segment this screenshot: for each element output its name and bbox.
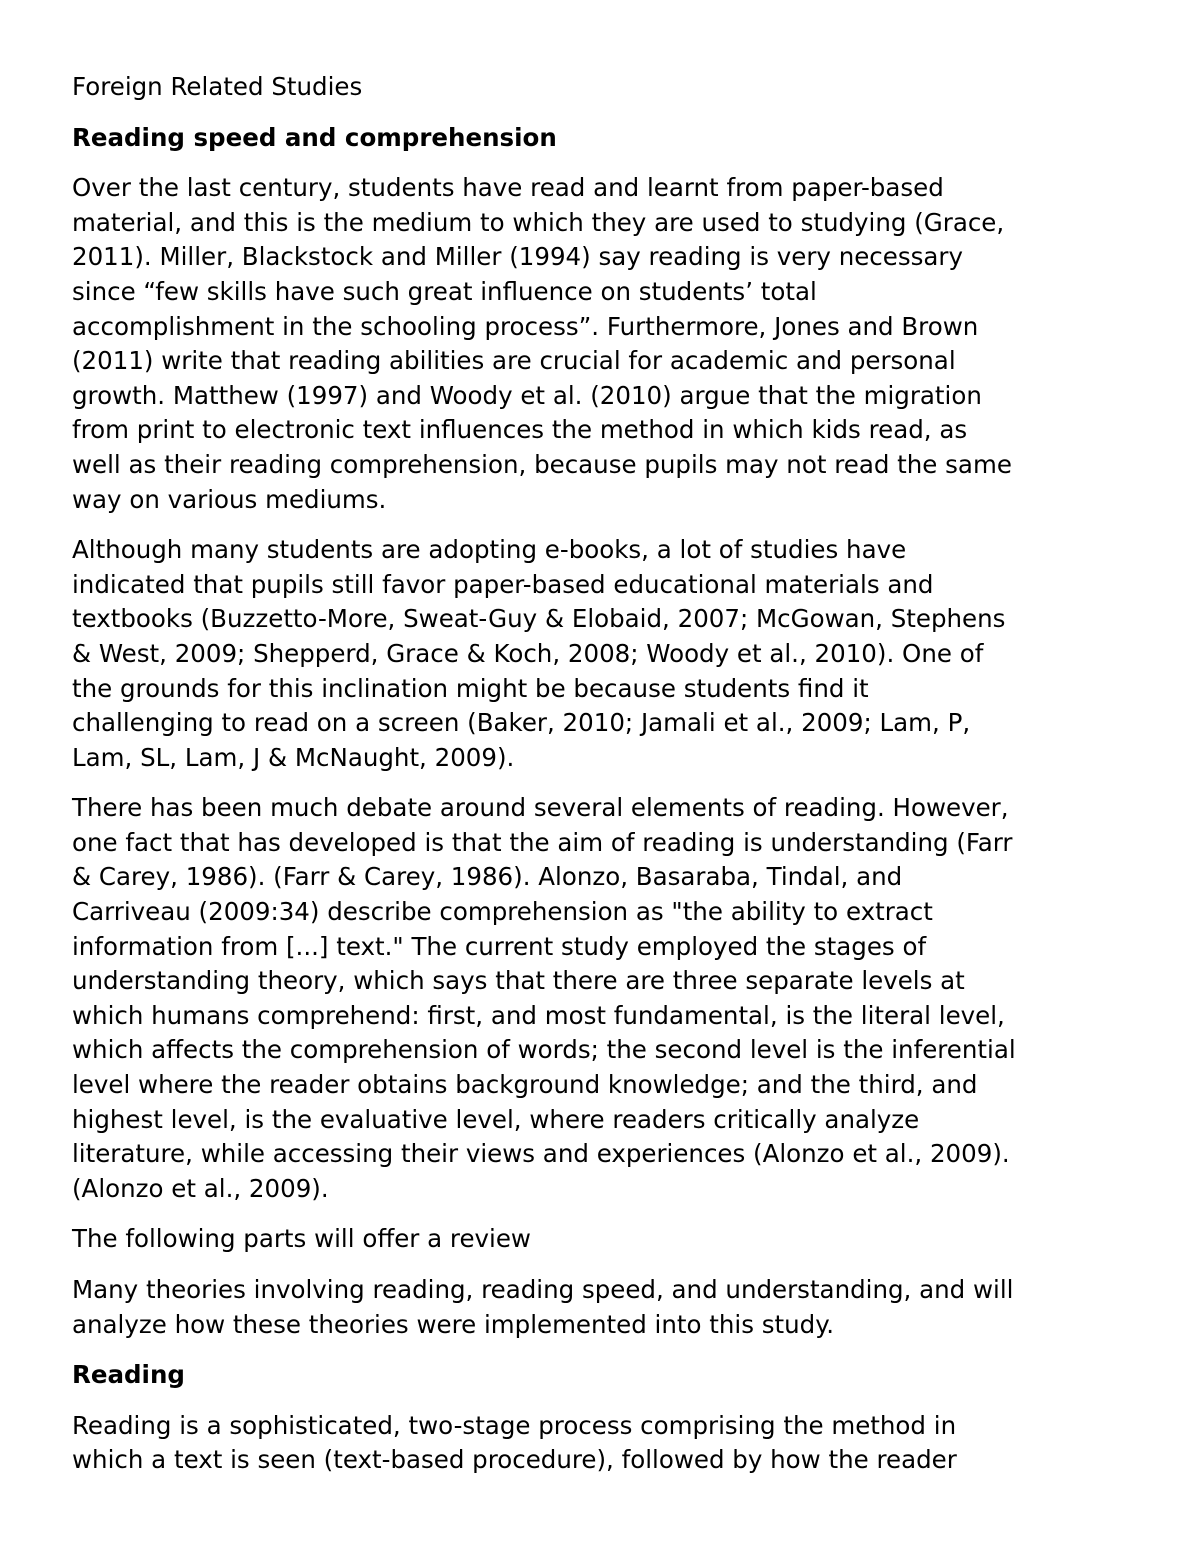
paragraph-4	[72, 1222, 1134, 1257]
text-line: & West, 2009; Shepperd, Grace & Koch, 2008; Woody et al., 2010). One of	[72, 638, 984, 668]
text-line: which affects the comprehension of words; the second level is the inferential	[72, 1035, 1016, 1065]
paragraph-final	[72, 1409, 1134, 1478]
text-line: & Carey, 1986). (Farr & Carey, 1986). Alonzo, Basaraba, Tindal, and	[72, 862, 903, 892]
paragraph-1	[72, 171, 1134, 517]
text-line: 2011). Miller, Blackstock and Miller (1994) say reading is very necessary	[72, 242, 963, 272]
text-line: indicated that pupils still favor paper-based educational materials and	[72, 569, 934, 599]
text-line: well as their reading comprehension, because pupils may not read the same	[72, 449, 1012, 479]
text-line: There has been much debate around several elements of reading. However,	[72, 793, 1009, 823]
text-line: textbooks (Buzzetto-More, Sweat-Guy & Elobaid, 2007; McGowan, Stephens	[72, 604, 1006, 634]
text-line: the grounds for this inclination might be because students find it	[72, 673, 869, 703]
text-line: one fact that has developed is that the aim of reading is understanding (Farr	[72, 827, 1013, 857]
text-line: Many theories involving reading, reading speed, and understanding, and will	[72, 1275, 1014, 1304]
text-line: Carriveau (2009:34) describe comprehension as "the ability to extract	[72, 897, 933, 927]
text-line: Over the last century, students have read and learnt from paper-based	[72, 173, 944, 203]
text-line: growth. Matthew (1997) and Woody et al. (2010) argue that the migration	[72, 380, 982, 410]
text-line: which a text is seen (text-based procedure), followed by how the reader	[72, 1445, 957, 1475]
text-line: level where the reader obtains background knowledge; and the third, and	[72, 1070, 978, 1100]
text-line: (Alonzo et al., 2009).	[72, 1173, 329, 1203]
text-line: which humans comprehend: first, and most fundamental, is the literal level,	[72, 1000, 1005, 1030]
text-line: since “few skills have such great influence on students’ total	[72, 276, 817, 306]
text-line: literature, while accessing their views and experiences (Alonzo et al., 2009).	[72, 1139, 1010, 1169]
section-label: Foreign Related Studies	[72, 72, 363, 101]
heading-reading: Reading	[72, 1360, 185, 1390]
paragraph-2	[72, 533, 1134, 775]
text-line: from print to electronic text influences the method in which kids read, as	[72, 415, 968, 445]
text-line: analyze how these theories were implemented into this study.	[72, 1309, 835, 1339]
text-line: (2011) write that reading abilities are crucial for academic and personal	[72, 346, 956, 376]
text-line: material, and this is the medium to which they are used to studying (Grace,	[72, 207, 1005, 237]
text-line: accomplishment in the schooling process”. Furthermore, Jones and Brown	[72, 311, 979, 341]
text-line: highest level, is the evaluative level, where readers critically analyze	[72, 1104, 920, 1134]
paragraph-5	[72, 1273, 1134, 1342]
text-line: Although many students are adopting e-books, a lot of studies have	[72, 535, 907, 565]
paragraph-3	[72, 791, 1134, 1206]
text-line: challenging to read on a screen (Baker, 2010; Jamali et al., 2009; Lam, P,	[72, 708, 971, 738]
text-line: understanding theory, which says that there are three separate levels at	[72, 966, 965, 996]
document-page	[72, 70, 1134, 1494]
text-line: way on various mediums.	[72, 484, 387, 514]
text-line: Lam, SL, Lam, J & McNaught, 2009).	[72, 742, 515, 772]
heading-reading-speed-comprehension: Reading speed and comprehension	[72, 122, 557, 152]
text-line: information from [...] text." The current study employed the stages of	[72, 931, 927, 961]
text-line: Reading is a sophisticated, two-stage process comprising the method in	[72, 1410, 957, 1440]
text-line: The following parts will offer a review	[72, 1224, 531, 1254]
